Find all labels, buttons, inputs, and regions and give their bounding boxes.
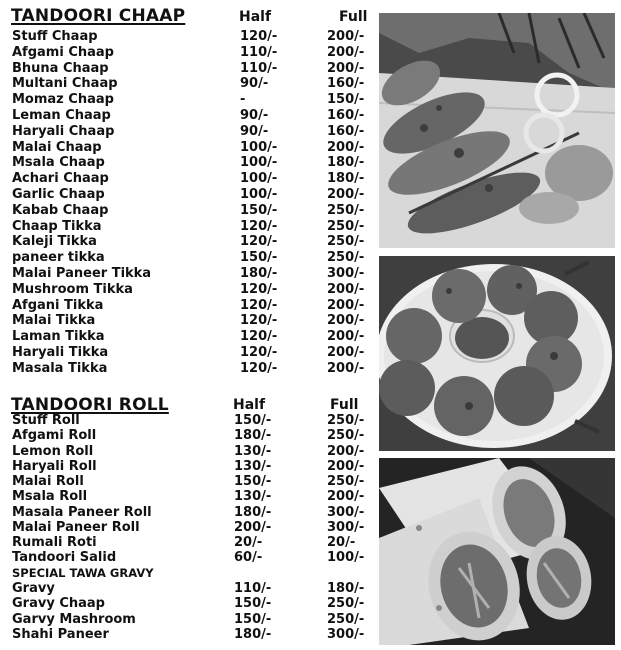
full-price: 250/-: [327, 250, 365, 266]
full-price: 160/-: [327, 108, 365, 123]
half-price: 120/-: [240, 29, 278, 44]
menu-item-row: [0, 124, 378, 140]
rolls-photo: [379, 458, 615, 645]
menu-item-row: [0, 171, 378, 187]
item-name: Achari Chaap: [12, 171, 109, 187]
menu-item-row: [0, 459, 378, 474]
half-price: 150/-: [234, 596, 272, 612]
full-price: 200/-: [327, 345, 365, 360]
menu-item-row: [0, 187, 378, 203]
menu-item-row: [0, 444, 378, 459]
item-name: paneer tikka: [12, 250, 105, 266]
half-price: 100/-: [240, 187, 278, 202]
item-name: Garvy Mashroom: [12, 611, 136, 627]
menu-item-row: [0, 155, 378, 171]
item-name: Rumali Roti: [12, 535, 97, 550]
menu-item-row: [0, 627, 378, 642]
half-price: 150/-: [234, 474, 272, 489]
full-price: 20/-: [327, 535, 356, 550]
item-name: Afgani Tikka: [12, 297, 104, 313]
item-name: Kabab Chaap: [12, 202, 109, 218]
item-name: Shahi Paneer: [12, 626, 109, 642]
half-price: 60/-: [234, 550, 263, 566]
menu-item-row: [0, 203, 378, 219]
full-price: 200/-: [327, 443, 365, 459]
menu-item-row: [0, 219, 378, 235]
item-name: Stuff Chaap: [12, 29, 98, 44]
roll-full-column-header: Full: [330, 397, 359, 413]
menu-item-row: [0, 266, 378, 282]
item-name: Msala Roll: [12, 489, 88, 505]
menu-item-row: [0, 329, 378, 345]
menu-item-row: [0, 361, 378, 377]
item-name: Afgami Roll: [12, 428, 97, 444]
menu-item-row: [0, 29, 378, 45]
full-price: 250/-: [327, 474, 365, 489]
item-name: Leman Chaap: [12, 108, 111, 123]
half-price: 120/-: [240, 313, 278, 329]
full-price: 200/-: [327, 44, 365, 60]
half-price: 90/-: [240, 123, 269, 139]
menu-item-row: [0, 140, 378, 156]
half-price: 180/-: [234, 428, 272, 444]
full-price: 200/-: [327, 313, 365, 329]
menu-item-row: [0, 92, 378, 108]
full-price: 180/-: [327, 155, 365, 171]
menu-item-row: [0, 612, 378, 627]
menu-item-row: [0, 298, 378, 314]
menu-item-row: [0, 76, 378, 92]
item-name: Laman Tikka: [12, 329, 105, 345]
full-price: 250/-: [327, 413, 365, 428]
half-price: 100/-: [240, 171, 278, 187]
full-price: 100/-: [327, 550, 365, 566]
half-price: 150/-: [234, 413, 272, 428]
item-name: Lemon Roll: [12, 443, 94, 459]
menu-item-row: [0, 505, 378, 520]
half-price: 100/-: [240, 155, 278, 171]
half-price: 120/-: [240, 218, 278, 234]
item-name: Multani Chaap: [12, 76, 118, 92]
full-price: 250/-: [327, 428, 365, 444]
menu-item-row: [0, 489, 378, 504]
menu-item-row: [0, 581, 378, 596]
menu-item-row: [0, 413, 378, 428]
menu-item-row: [0, 108, 378, 124]
half-price: 150/-: [234, 611, 272, 627]
item-name: Malai Paneer Tikka: [12, 266, 152, 281]
full-price: 200/-: [327, 329, 365, 345]
full-price: 160/-: [327, 123, 365, 139]
item-name: Msala Chaap: [12, 155, 105, 171]
menu-item-row: [0, 282, 378, 298]
half-price: 150/-: [240, 202, 278, 218]
full-price: 250/-: [327, 202, 365, 218]
item-name: Stuff Roll: [12, 413, 80, 428]
menu-item-row: [0, 45, 378, 61]
roll-half-column-header: Half: [233, 397, 266, 413]
item-name: Malai Paneer Roll: [12, 519, 140, 535]
tandoori-roll-title: TANDOORI ROLL: [11, 395, 169, 415]
special-tawa-gravy-title: SPECIAL TAWA GRAVY: [12, 566, 154, 580]
menu-item-row: [0, 550, 378, 565]
full-price: 200/-: [327, 139, 365, 155]
full-price: 160/-: [327, 76, 365, 92]
item-name: Masala Tikka: [12, 360, 108, 376]
full-price: 250/-: [327, 218, 365, 234]
item-name: Afgami Chaap: [12, 44, 114, 60]
half-price: 90/-: [240, 108, 269, 123]
tikka-with-dip-photo: [379, 256, 615, 451]
item-name: Gravy: [12, 581, 55, 596]
half-column-header: Half: [239, 9, 272, 25]
full-price: 200/-: [327, 489, 365, 505]
full-price: 250/-: [327, 611, 365, 627]
menu-item-row: [0, 61, 378, 77]
half-price: 120/-: [240, 345, 278, 360]
item-name: Tandoori Salid: [12, 550, 117, 566]
full-price: 200/-: [327, 187, 365, 202]
full-price: 180/-: [327, 581, 365, 596]
full-price: 300/-: [327, 266, 365, 281]
item-name: Masala Paneer Roll: [12, 504, 152, 520]
full-column-header: Full: [339, 9, 368, 25]
full-price: 200/-: [327, 29, 365, 44]
item-name: Malai Tikka: [12, 313, 96, 329]
tandoori-chaap-title: TANDOORI CHAAP: [11, 6, 186, 26]
menu-item-row: [0, 234, 378, 250]
half-price: 180/-: [240, 266, 278, 281]
half-price: 120/-: [240, 234, 278, 250]
menu-item-row: [0, 345, 378, 361]
half-price: 130/-: [234, 443, 272, 459]
half-price: 110/-: [240, 44, 278, 60]
full-price: 200/-: [327, 60, 365, 76]
item-name: Bhuna Chaap: [12, 60, 109, 76]
half-price: 110/-: [240, 60, 278, 76]
item-name: Garlic Chaap: [12, 187, 105, 202]
half-price: 90/-: [240, 76, 269, 92]
half-price: -: [240, 92, 246, 108]
menu-item-row: [0, 535, 378, 550]
half-price: 120/-: [240, 329, 278, 345]
item-name: Gravy Chaap: [12, 596, 105, 612]
half-price: 110/-: [234, 581, 272, 596]
item-name: Malai Chaap: [12, 139, 102, 155]
item-name: Haryali Tikka: [12, 345, 109, 360]
menu-item-row: [0, 250, 378, 266]
half-price: 130/-: [234, 489, 272, 505]
half-price: 150/-: [240, 250, 278, 266]
menu-item-row: [0, 313, 378, 329]
item-name: Kaleji Tikka: [12, 234, 97, 250]
item-name: Chaap Tikka: [12, 218, 102, 234]
half-price: 200/-: [234, 519, 272, 535]
menu-item-row: [0, 428, 378, 443]
menu-item-row: [0, 520, 378, 535]
full-price: 200/-: [327, 458, 365, 474]
menu-item-row: [0, 596, 378, 611]
full-price: 200/-: [327, 297, 365, 313]
half-price: 20/-: [234, 535, 263, 550]
full-price: 180/-: [327, 171, 365, 187]
tandoori-chaap-skewers-photo: [379, 13, 615, 248]
full-price: 200/-: [327, 360, 365, 376]
half-price: 120/-: [240, 297, 278, 313]
full-price: 250/-: [327, 234, 365, 250]
half-price: 120/-: [240, 360, 278, 376]
half-price: 180/-: [234, 626, 272, 642]
full-price: 300/-: [327, 626, 365, 642]
half-price: 130/-: [234, 458, 272, 474]
full-price: 300/-: [327, 519, 365, 535]
full-price: 150/-: [327, 92, 365, 108]
item-name: Haryali Roll: [12, 458, 97, 474]
full-price: 200/-: [327, 281, 365, 297]
half-price: 120/-: [240, 281, 278, 297]
item-name: Mushroom Tikka: [12, 281, 133, 297]
item-name: Malai Roll: [12, 474, 84, 489]
half-price: 100/-: [240, 139, 278, 155]
full-price: 250/-: [327, 596, 365, 612]
half-price: 180/-: [234, 504, 272, 520]
menu-item-row: [0, 474, 378, 489]
item-name: Haryali Chaap: [12, 123, 115, 139]
item-name: Momaz Chaap: [12, 92, 114, 108]
full-price: 300/-: [327, 504, 365, 520]
